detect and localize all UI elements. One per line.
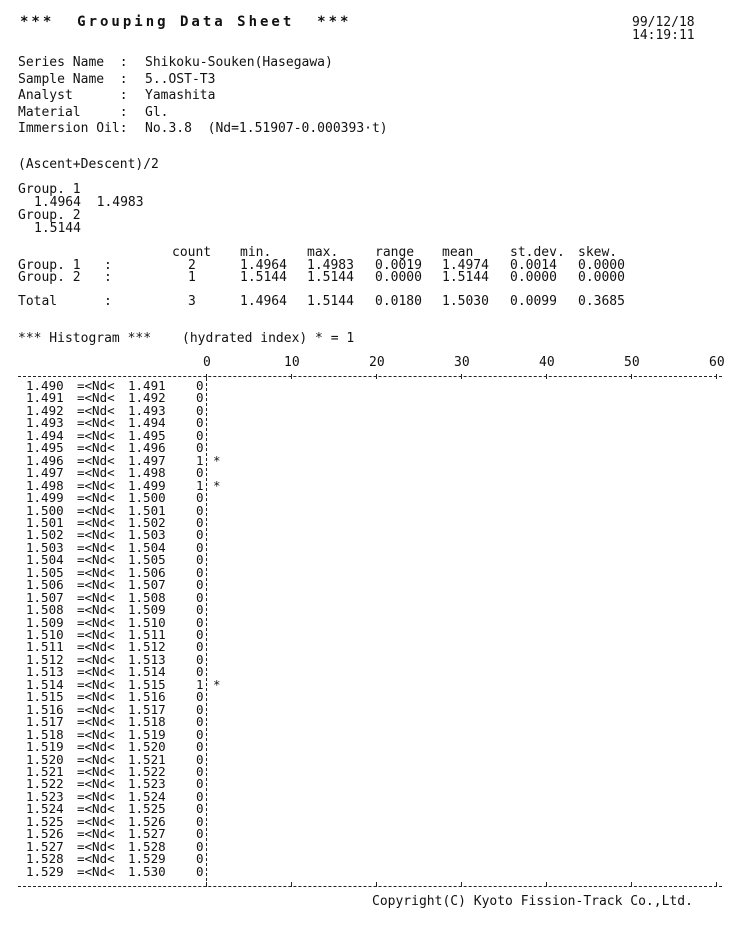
stats-total-cell: 0.0099 [510, 294, 557, 309]
bin-lower: 1.528 [26, 851, 64, 867]
sheet-title: *** Grouping Data Sheet *** [20, 14, 352, 30]
bin-lower: 1.529 [26, 863, 64, 879]
stats-cell: 1.5144 [307, 270, 354, 285]
info-label: Series Name : [18, 55, 128, 70]
group-1-values: 1.4964 1.4983 [34, 195, 144, 210]
bin-upper: 1.525 [128, 801, 166, 817]
stats-header: st.dev. [510, 245, 565, 260]
bin-bar: * [213, 676, 221, 692]
bin-count: 0 [196, 627, 204, 642]
bin-count: 0 [196, 726, 204, 742]
bin-count: 0 [196, 826, 204, 842]
bin-lower: 1.524 [26, 801, 64, 817]
bin-upper: 1.512 [128, 639, 166, 655]
bin-operator: =<Nd< [77, 402, 115, 418]
bin-upper: 1.514 [128, 664, 166, 680]
bin-upper: 1.518 [128, 714, 166, 730]
bin-lower: 1.513 [26, 664, 64, 680]
bin-operator: =<Nd< [77, 627, 115, 642]
bin-lower: 1.514 [26, 676, 64, 692]
stats-header: count [172, 245, 212, 260]
bin-operator: =<Nd< [77, 651, 115, 667]
bin-upper: 1.517 [128, 701, 166, 717]
bin-upper: 1.513 [128, 651, 166, 667]
bin-lower: 1.523 [26, 788, 64, 804]
bin-upper: 1.494 [128, 415, 166, 431]
stats-header: range [375, 245, 415, 260]
stats-header: max. [307, 245, 339, 260]
stats-total-cell: 3 [188, 294, 196, 309]
bin-count: 0 [196, 689, 204, 705]
bin-count: 0 [196, 751, 204, 767]
bin-upper: 1.500 [128, 490, 166, 506]
bin-lower: 1.501 [26, 514, 64, 530]
stats-total-cell: 1.4964 [240, 294, 287, 309]
stats-total-sep: : [104, 294, 112, 309]
bin-lower: 1.505 [26, 564, 64, 580]
stats-row-name: Group. 2 [18, 270, 81, 285]
bin-lower: 1.526 [26, 826, 64, 842]
bin-operator: =<Nd< [77, 527, 115, 543]
bin-upper: 1.520 [128, 739, 166, 755]
bin-lower: 1.499 [26, 490, 64, 506]
bin-lower: 1.503 [26, 539, 64, 555]
bin-count: 0 [196, 539, 204, 555]
histogram-axis-top [18, 376, 722, 377]
bin-count: 0 [196, 440, 204, 456]
bin-lower: 1.519 [26, 739, 64, 755]
stats-row-sep: : [104, 270, 112, 285]
stats-total-cell: 0.0180 [375, 294, 422, 309]
bin-upper: 1.524 [128, 788, 166, 804]
bin-operator: =<Nd< [77, 689, 115, 705]
bin-operator: =<Nd< [77, 739, 115, 755]
bin-lower: 1.494 [26, 427, 64, 443]
bin-operator: =<Nd< [77, 639, 115, 655]
info-label: Sample Name : [18, 71, 128, 87]
stats-total-name: Total [18, 294, 58, 309]
method-label: (Ascent+Descent)/2 [18, 157, 159, 172]
print-time: 14:19:11 [632, 28, 695, 43]
info-label: Material : [18, 104, 128, 120]
histogram-title: *** Histogram *** [18, 331, 152, 346]
bin-upper: 1.493 [128, 402, 166, 418]
bin-upper: 1.503 [128, 527, 166, 543]
bin-operator: =<Nd< [77, 514, 115, 530]
stats-total-cell: 1.5030 [442, 294, 489, 309]
bin-operator: =<Nd< [77, 763, 115, 779]
bin-count: 0 [196, 776, 204, 792]
bin-lower: 1.500 [26, 502, 64, 518]
bin-operator: =<Nd< [77, 390, 115, 406]
info-label: Analyst : [18, 88, 128, 103]
bin-count: 0 [196, 502, 204, 518]
bin-upper: 1.501 [128, 502, 166, 518]
bin-lower: 1.517 [26, 714, 64, 730]
bin-operator: =<Nd< [77, 490, 115, 506]
histogram-subtitle: (hydrated index) * = 1 [182, 331, 355, 346]
bin-lower: 1.490 [26, 378, 64, 393]
histogram-row [0, 863, 744, 879]
bin-operator: =<Nd< [77, 614, 115, 630]
bin-count: 0 [196, 490, 204, 506]
bin-lower: 1.507 [26, 589, 64, 605]
bin-upper: 1.507 [128, 577, 166, 593]
bin-lower: 1.492 [26, 402, 64, 418]
bin-upper: 1.529 [128, 851, 166, 867]
bin-upper: 1.508 [128, 589, 166, 605]
group-2-values: 1.5144 [34, 221, 81, 236]
bin-operator: =<Nd< [77, 564, 115, 580]
bin-operator: =<Nd< [77, 378, 115, 393]
bin-count: 0 [196, 651, 204, 667]
bin-count: 0 [196, 788, 204, 804]
info-value: Gl. [145, 104, 169, 120]
bin-count: 0 [196, 402, 204, 418]
stats-cell: 1.4964 [240, 258, 287, 273]
bin-upper: 1.515 [128, 676, 166, 692]
bin-count: 0 [196, 614, 204, 630]
bin-operator: =<Nd< [77, 539, 115, 555]
bin-count: 0 [196, 378, 204, 393]
bin-lower: 1.521 [26, 763, 64, 779]
stats-cell: 1.4983 [307, 258, 354, 273]
bin-count: 0 [196, 602, 204, 618]
bin-operator: =<Nd< [77, 452, 115, 468]
bin-operator: =<Nd< [77, 552, 115, 568]
bin-operator: =<Nd< [77, 838, 115, 854]
bin-count: 0 [196, 739, 204, 755]
bin-lower: 1.512 [26, 651, 64, 667]
info-value: Shikoku-Souken(Hasegawa) [145, 55, 333, 70]
info-value: Yamashita [145, 88, 216, 103]
print-date: 99/12/18 [632, 15, 695, 30]
bin-upper: 1.496 [128, 440, 166, 456]
bin-count: 1 [196, 676, 204, 692]
bin-upper: 1.495 [128, 427, 166, 443]
bin-bar: * [213, 452, 221, 468]
bin-count: 0 [196, 577, 204, 593]
bin-operator: =<Nd< [77, 863, 115, 879]
bin-lower: 1.495 [26, 440, 64, 456]
bin-lower: 1.498 [26, 477, 64, 493]
bin-lower: 1.496 [26, 452, 64, 468]
bin-upper: 1.492 [128, 390, 166, 406]
axis-tick-label: 30 [454, 355, 470, 370]
bin-count: 0 [196, 664, 204, 680]
bin-lower: 1.515 [26, 689, 64, 705]
bin-count: 0 [196, 415, 204, 431]
histogram-axis-bottom [18, 886, 722, 887]
axis-tick-label: 0 [203, 355, 211, 370]
bin-count: 0 [196, 465, 204, 481]
bin-upper: 1.499 [128, 477, 166, 493]
stats-cell: 0.0000 [578, 258, 625, 273]
stats-cell: 1.5144 [442, 270, 489, 285]
bin-count: 1 [196, 477, 204, 493]
bin-lower: 1.509 [26, 614, 64, 630]
bin-count: 0 [196, 390, 204, 406]
bin-operator: =<Nd< [77, 776, 115, 792]
bin-operator: =<Nd< [77, 589, 115, 605]
bin-count: 0 [196, 714, 204, 730]
stats-cell: 0.0000 [375, 270, 422, 285]
bin-bar: * [213, 477, 221, 493]
bin-lower: 1.502 [26, 527, 64, 543]
bin-operator: =<Nd< [77, 851, 115, 867]
bin-operator: =<Nd< [77, 726, 115, 742]
bin-upper: 1.523 [128, 776, 166, 792]
bin-count: 0 [196, 838, 204, 854]
bin-lower: 1.511 [26, 639, 64, 655]
bin-upper: 1.491 [128, 378, 166, 393]
bin-lower: 1.527 [26, 838, 64, 854]
bin-count: 0 [196, 514, 204, 530]
bin-operator: =<Nd< [77, 788, 115, 804]
bin-operator: =<Nd< [77, 415, 115, 431]
bin-operator: =<Nd< [77, 502, 115, 518]
bin-lower: 1.518 [26, 726, 64, 742]
bin-count: 0 [196, 527, 204, 543]
bin-upper: 1.497 [128, 452, 166, 468]
bin-operator: =<Nd< [77, 751, 115, 767]
bin-count: 0 [196, 552, 204, 568]
bin-upper: 1.526 [128, 813, 166, 829]
stats-header: mean [442, 245, 474, 260]
copyright: Copyright(C) Kyoto Fission-Track Co.,Ltd. [372, 894, 693, 909]
bin-operator: =<Nd< [77, 440, 115, 456]
bin-count: 0 [196, 589, 204, 605]
bin-upper: 1.509 [128, 602, 166, 618]
stats-row-sep: : [104, 258, 112, 273]
bin-operator: =<Nd< [77, 813, 115, 829]
bin-upper: 1.522 [128, 763, 166, 779]
info-value: No.3.8 (Nd=1.51907-0.000393·t) [145, 121, 388, 136]
bin-lower: 1.510 [26, 627, 64, 642]
bin-operator: =<Nd< [77, 602, 115, 618]
axis-tick-label: 40 [539, 355, 555, 370]
bin-count: 0 [196, 763, 204, 779]
bin-count: 0 [196, 701, 204, 717]
bin-operator: =<Nd< [77, 676, 115, 692]
bin-upper: 1.510 [128, 614, 166, 630]
bin-upper: 1.527 [128, 826, 166, 842]
bin-lower: 1.491 [26, 390, 64, 406]
bin-count: 0 [196, 813, 204, 829]
axis-tick-label: 10 [284, 355, 300, 370]
bin-count: 0 [196, 801, 204, 817]
group-1-label: Group. 1 [18, 182, 81, 197]
bin-upper: 1.530 [128, 863, 166, 879]
bin-count: 0 [196, 851, 204, 867]
bin-upper: 1.504 [128, 539, 166, 555]
bin-operator: =<Nd< [77, 577, 115, 593]
bin-operator: =<Nd< [77, 714, 115, 730]
bin-upper: 1.505 [128, 552, 166, 568]
stats-cell: 0.0000 [578, 270, 625, 285]
info-value: 5..OST-T3 [145, 71, 216, 87]
bin-operator: =<Nd< [77, 427, 115, 443]
bin-upper: 1.506 [128, 564, 166, 580]
bin-count: 0 [196, 564, 204, 580]
bin-lower: 1.522 [26, 776, 64, 792]
bin-lower: 1.506 [26, 577, 64, 593]
bin-upper: 1.511 [128, 627, 166, 642]
bin-lower: 1.525 [26, 813, 64, 829]
bin-count: 0 [196, 863, 204, 879]
axis-tick-label: 20 [369, 355, 385, 370]
stats-cell: 2 [188, 258, 196, 273]
bin-upper: 1.516 [128, 689, 166, 705]
bin-lower: 1.516 [26, 701, 64, 717]
bin-operator: =<Nd< [77, 477, 115, 493]
bin-lower: 1.493 [26, 415, 64, 431]
bin-lower: 1.520 [26, 751, 64, 767]
bin-operator: =<Nd< [77, 664, 115, 680]
stats-cell: 0.0014 [510, 258, 557, 273]
axis-tick-label: 50 [624, 355, 640, 370]
bin-upper: 1.519 [128, 726, 166, 742]
bin-upper: 1.502 [128, 514, 166, 530]
bin-upper: 1.521 [128, 751, 166, 767]
axis-tick-label: 60 [709, 355, 725, 370]
bin-count: 0 [196, 427, 204, 443]
group-2-label: Group. 2 [18, 208, 81, 223]
bin-count: 1 [196, 452, 204, 468]
stats-cell: 1 [188, 270, 196, 285]
bin-operator: =<Nd< [77, 701, 115, 717]
stats-total-cell: 0.3685 [578, 294, 625, 309]
bin-upper: 1.498 [128, 465, 166, 481]
info-label: Immersion Oil: [18, 121, 128, 136]
stats-header: skew. [578, 245, 618, 260]
stats-cell: 1.4974 [442, 258, 489, 273]
stats-total-cell: 1.5144 [307, 294, 354, 309]
stats-cell: 0.0019 [375, 258, 422, 273]
bin-lower: 1.504 [26, 552, 64, 568]
bin-operator: =<Nd< [77, 801, 115, 817]
bin-operator: =<Nd< [77, 465, 115, 481]
stats-header: min. [240, 245, 272, 260]
bin-count: 0 [196, 639, 204, 655]
bin-lower: 1.497 [26, 465, 64, 481]
stats-cell: 1.5144 [240, 270, 287, 285]
bin-lower: 1.508 [26, 602, 64, 618]
bin-upper: 1.528 [128, 838, 166, 854]
stats-cell: 0.0000 [510, 270, 557, 285]
stats-row-name: Group. 1 [18, 258, 81, 273]
bin-operator: =<Nd< [77, 826, 115, 842]
